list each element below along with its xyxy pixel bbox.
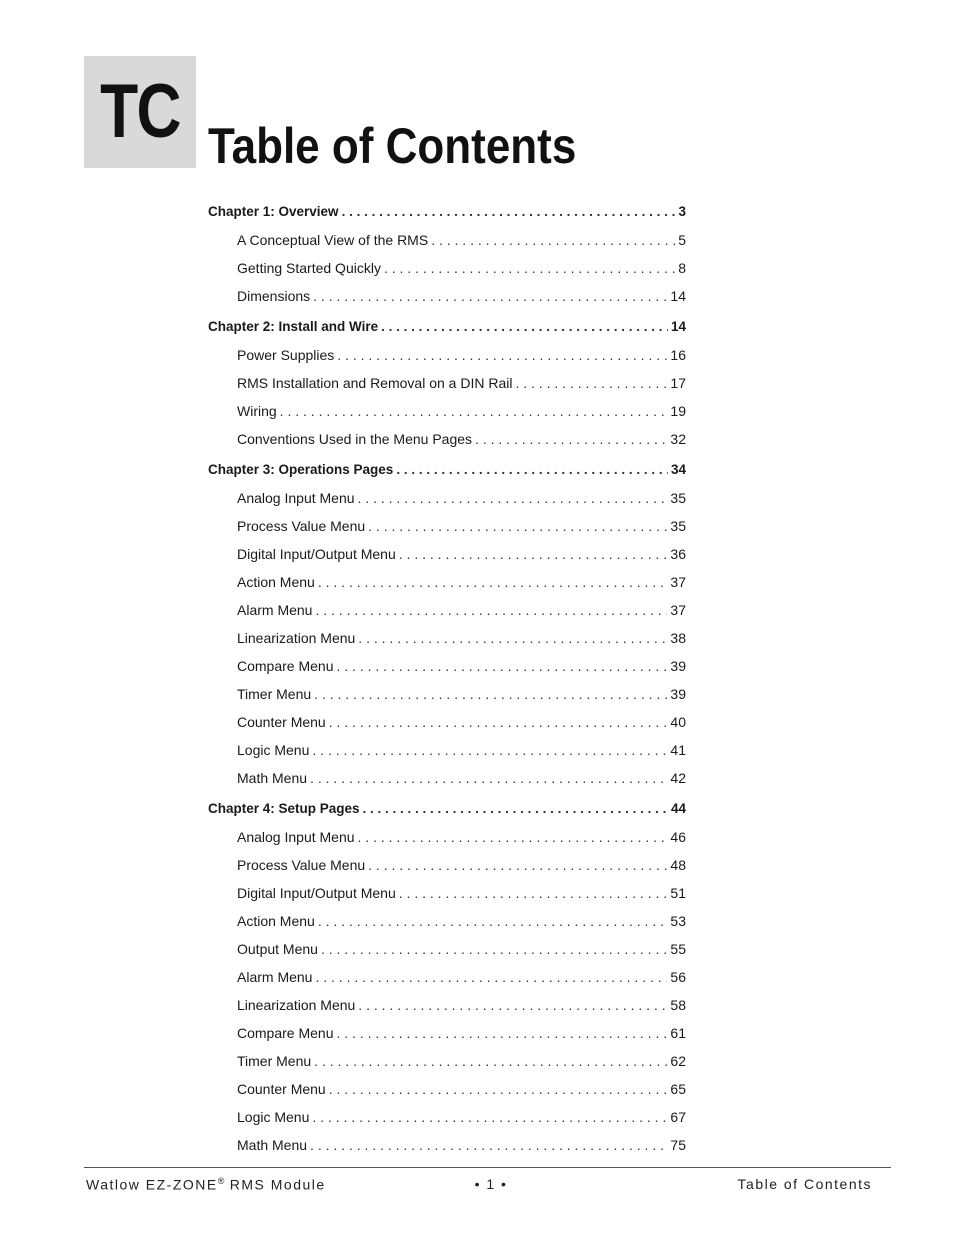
toc-dot-leader bbox=[358, 823, 668, 851]
toc-entry-label: Alarm Menu bbox=[237, 969, 313, 985]
toc-section-entry[interactable] bbox=[208, 652, 686, 680]
toc-section-entry[interactable] bbox=[208, 963, 686, 991]
toc-section-entry[interactable] bbox=[208, 1047, 686, 1075]
toc-section-entry[interactable] bbox=[208, 540, 686, 568]
toc-entry-label: Wiring bbox=[237, 403, 277, 419]
toc-entry-label: Action Menu bbox=[237, 913, 315, 929]
page-title: Table of Contents bbox=[208, 118, 577, 174]
toc-entry-page: 16 bbox=[670, 347, 686, 363]
toc-entry-label: Logic Menu bbox=[237, 742, 310, 758]
toc-entry-page: 46 bbox=[670, 829, 686, 845]
toc-entry-page: 8 bbox=[678, 260, 686, 276]
toc-dot-leader bbox=[314, 680, 667, 708]
toc-entry-label: Counter Menu bbox=[237, 1081, 326, 1097]
toc-entry-page: 14 bbox=[670, 319, 686, 334]
toc-section-entry[interactable] bbox=[208, 736, 686, 764]
toc-section-entry[interactable] bbox=[208, 851, 686, 879]
toc-dot-leader bbox=[381, 313, 668, 341]
toc-entry-page: 56 bbox=[670, 969, 686, 985]
toc-entry-label: Linearization Menu bbox=[237, 997, 356, 1013]
toc-dot-leader bbox=[368, 512, 667, 540]
toc-entry-page: 32 bbox=[670, 431, 686, 447]
toc-entry-label: Conventions Used in the Menu Pages bbox=[237, 431, 473, 447]
toc-entry-page: 37 bbox=[670, 602, 686, 618]
toc-entry-page: 39 bbox=[670, 658, 686, 674]
toc-section-entry[interactable] bbox=[208, 596, 686, 624]
toc-entry-page: 37 bbox=[670, 574, 686, 590]
toc-entry-label: Chapter 1: Overview bbox=[208, 204, 339, 219]
toc-dot-leader bbox=[315, 963, 667, 991]
toc-section-entry[interactable] bbox=[208, 512, 686, 540]
toc-dot-leader bbox=[318, 568, 668, 596]
toc-entry-label: Alarm Menu bbox=[237, 602, 313, 618]
toc-entry-label: Analog Input Menu bbox=[237, 829, 355, 845]
toc-dot-leader bbox=[310, 1131, 667, 1159]
toc-entry-label: Linearization Menu bbox=[237, 630, 356, 646]
toc-entry-label: Output Menu bbox=[237, 941, 318, 957]
chapter-badge bbox=[84, 56, 196, 168]
toc-dot-leader bbox=[358, 484, 668, 512]
toc-dot-leader bbox=[358, 991, 667, 1019]
toc-dot-leader bbox=[384, 254, 675, 282]
toc-section-entry[interactable] bbox=[208, 764, 686, 792]
footer-product: RMS Module bbox=[224, 1176, 326, 1193]
toc-entry-page: 3 bbox=[678, 204, 686, 219]
registered-mark: ® bbox=[217, 1176, 225, 1186]
toc-entry-page: 19 bbox=[670, 403, 686, 419]
toc-chapter-entry[interactable] bbox=[208, 795, 686, 823]
toc-section-entry[interactable] bbox=[208, 226, 686, 254]
toc-section-entry[interactable] bbox=[208, 484, 686, 512]
toc-entry-page: 67 bbox=[670, 1109, 686, 1125]
toc-chapter-entry[interactable] bbox=[208, 313, 686, 341]
toc-entry-label: Process Value Menu bbox=[237, 857, 366, 873]
toc-dot-leader bbox=[310, 764, 667, 792]
toc-entry-page: 48 bbox=[670, 857, 686, 873]
toc-entry-label: Compare Menu bbox=[237, 658, 334, 674]
footer-page-number: • 1 • bbox=[474, 1176, 508, 1192]
toc-section-entry[interactable] bbox=[208, 991, 686, 1019]
toc-entry-page: 41 bbox=[670, 742, 686, 758]
toc-dot-leader bbox=[515, 369, 667, 397]
toc-entry-page: 61 bbox=[670, 1025, 686, 1041]
toc-entry-label: Chapter 2: Install and Wire bbox=[208, 319, 379, 334]
toc-dot-leader bbox=[399, 540, 668, 568]
toc-entry-page: 40 bbox=[670, 714, 686, 730]
footer-brand: Watlow EZ-ZONE bbox=[86, 1176, 218, 1193]
toc-section-entry[interactable] bbox=[208, 624, 686, 652]
toc-dot-leader bbox=[475, 425, 667, 453]
toc-entry-page: 62 bbox=[670, 1053, 686, 1069]
toc-entry-page: 5 bbox=[678, 232, 686, 248]
toc-section-entry[interactable] bbox=[208, 282, 686, 310]
toc-entry-label: Math Menu bbox=[237, 1137, 308, 1153]
toc-dot-leader bbox=[315, 596, 667, 624]
table-of-contents bbox=[208, 198, 686, 1159]
toc-section-entry[interactable] bbox=[208, 568, 686, 596]
toc-entry-page: 53 bbox=[670, 913, 686, 929]
toc-entry-page: 75 bbox=[670, 1137, 686, 1153]
toc-dot-leader bbox=[396, 456, 668, 484]
toc-section-entry[interactable] bbox=[208, 879, 686, 907]
toc-dot-leader bbox=[342, 198, 676, 226]
toc-section-entry[interactable] bbox=[208, 823, 686, 851]
toc-dot-leader bbox=[329, 1075, 668, 1103]
toc-dot-leader bbox=[358, 624, 667, 652]
toc-entry-page: 44 bbox=[670, 801, 686, 816]
toc-section-entry[interactable] bbox=[208, 341, 686, 369]
toc-entry-page: 35 bbox=[670, 518, 686, 534]
toc-entry-page: 58 bbox=[670, 997, 686, 1013]
toc-entry-label: Chapter 3: Operations Pages bbox=[208, 462, 394, 477]
toc-chapter-entry[interactable] bbox=[208, 198, 686, 226]
toc-section-entry[interactable] bbox=[208, 1131, 686, 1159]
toc-entry-label: Digital Input/Output Menu bbox=[237, 885, 396, 901]
toc-entry-label: Dimensions bbox=[237, 288, 311, 304]
toc-section-entry[interactable] bbox=[208, 425, 686, 453]
toc-entry-page: 55 bbox=[670, 941, 686, 957]
toc-chapter-entry[interactable] bbox=[208, 456, 686, 484]
footer-divider bbox=[84, 1167, 891, 1168]
toc-dot-leader bbox=[321, 935, 667, 963]
toc-entry-label: Process Value Menu bbox=[237, 518, 366, 534]
toc-section-entry[interactable] bbox=[208, 907, 686, 935]
toc-entry-page: 39 bbox=[670, 686, 686, 702]
toc-entry-page: 65 bbox=[670, 1081, 686, 1097]
toc-entry-label: Math Menu bbox=[237, 770, 308, 786]
toc-entry-label: Getting Started Quickly bbox=[237, 260, 381, 276]
toc-dot-leader bbox=[337, 652, 668, 680]
toc-dot-leader bbox=[313, 282, 667, 310]
toc-entry-label: Chapter 4: Setup Pages bbox=[208, 801, 360, 816]
toc-dot-leader bbox=[368, 851, 667, 879]
toc-entry-page: 34 bbox=[670, 462, 686, 477]
toc-section-entry[interactable] bbox=[208, 1075, 686, 1103]
toc-entry-label: Digital Input/Output Menu bbox=[237, 546, 396, 562]
toc-section-entry[interactable] bbox=[208, 1103, 686, 1131]
toc-entry-label: Timer Menu bbox=[237, 686, 312, 702]
toc-entry-label: Action Menu bbox=[237, 574, 315, 590]
toc-entry-page: 35 bbox=[670, 490, 686, 506]
toc-dot-leader bbox=[337, 1019, 668, 1047]
toc-section-entry[interactable] bbox=[208, 680, 686, 708]
toc-entry-label: Analog Input Menu bbox=[237, 490, 355, 506]
toc-entry-label: Compare Menu bbox=[237, 1025, 334, 1041]
toc-dot-leader bbox=[337, 341, 667, 369]
footer-section-title: Table of Contents bbox=[737, 1176, 872, 1192]
toc-dot-leader bbox=[318, 907, 668, 935]
toc-section-entry[interactable] bbox=[208, 1019, 686, 1047]
toc-section-entry[interactable] bbox=[208, 369, 686, 397]
toc-entry-page: 42 bbox=[670, 770, 686, 786]
toc-dot-leader bbox=[431, 226, 675, 254]
chapter-badge-text: TC bbox=[100, 69, 180, 154]
toc-dot-leader bbox=[399, 879, 668, 907]
toc-dot-leader bbox=[312, 736, 667, 764]
footer-product-name bbox=[86, 1176, 326, 1193]
toc-entry-page: 17 bbox=[670, 375, 686, 391]
toc-dot-leader bbox=[329, 708, 668, 736]
toc-entry-page: 14 bbox=[670, 288, 686, 304]
toc-dot-leader bbox=[314, 1047, 667, 1075]
toc-entry-label: Counter Menu bbox=[237, 714, 326, 730]
toc-entry-page: 36 bbox=[670, 546, 686, 562]
toc-dot-leader bbox=[280, 397, 668, 425]
toc-entry-label: Power Supplies bbox=[237, 347, 335, 363]
toc-dot-leader bbox=[363, 795, 668, 823]
toc-section-entry[interactable] bbox=[208, 397, 686, 425]
toc-section-entry[interactable] bbox=[208, 708, 686, 736]
toc-entry-page: 51 bbox=[670, 885, 686, 901]
toc-section-entry[interactable] bbox=[208, 254, 686, 282]
toc-dot-leader bbox=[312, 1103, 667, 1131]
toc-entry-label: RMS Installation and Removal on a DIN Rail bbox=[237, 375, 513, 391]
toc-section-entry[interactable] bbox=[208, 935, 686, 963]
toc-entry-label: Logic Menu bbox=[237, 1109, 310, 1125]
toc-entry-page: 38 bbox=[670, 630, 686, 646]
toc-entry-label: A Conceptual View of the RMS bbox=[237, 232, 429, 248]
toc-entry-label: Timer Menu bbox=[237, 1053, 312, 1069]
